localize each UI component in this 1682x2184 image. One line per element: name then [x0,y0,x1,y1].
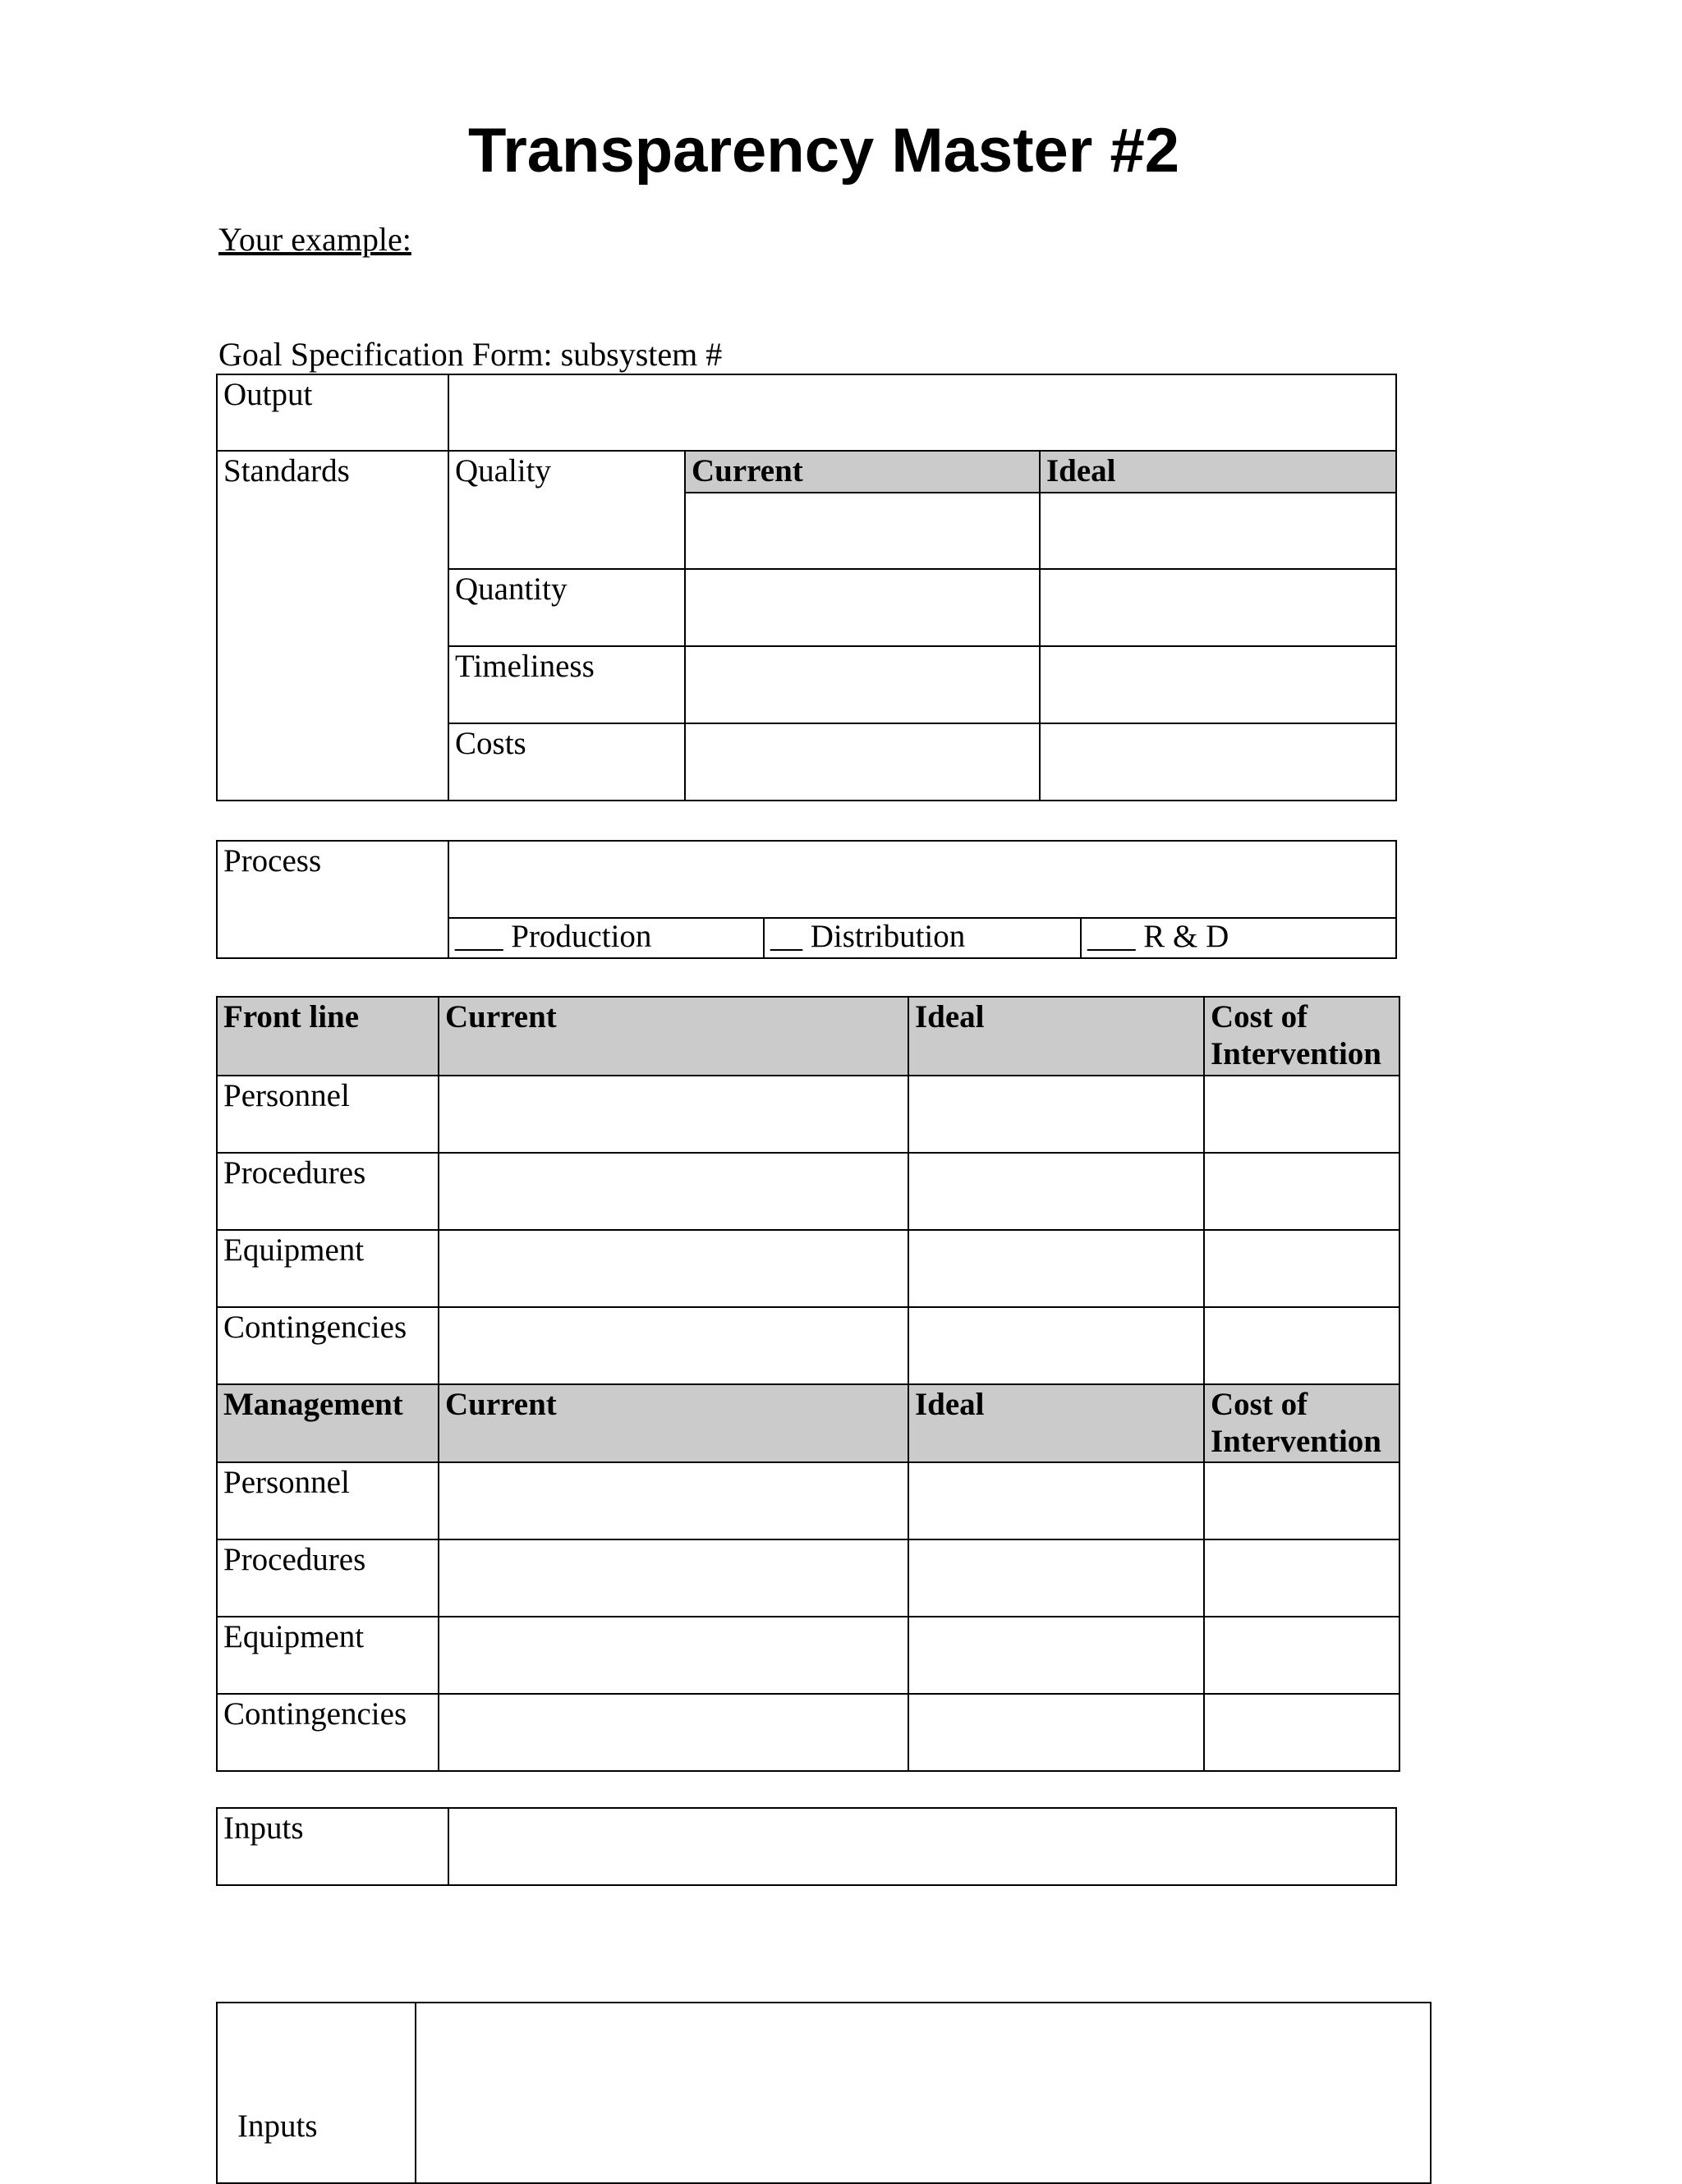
standards-row-label: Quality [448,451,685,569]
output-field[interactable] [448,374,1396,451]
front-line-equipment-current[interactable] [439,1230,908,1307]
process-option-distribution[interactable]: __ Distribution [764,918,1081,958]
process-option-production[interactable]: ___ Production [448,918,764,958]
management-row-label: Equipment [217,1617,439,1694]
inputs-field-2[interactable] [416,2003,1431,2183]
output-standards-table [216,374,1397,801]
management-procedures-cost[interactable] [1204,1539,1399,1617]
quality-ideal-field[interactable] [1040,493,1396,569]
management-header: Management [217,1384,439,1463]
process-table [216,840,1397,959]
management-ideal-header: Ideal [908,1384,1204,1463]
inputs-table-2 [216,2002,1432,2184]
standards-ideal-header: Ideal [1040,451,1396,493]
process-option-rnd[interactable]: ___ R & D [1081,918,1396,958]
front-line-procedures-ideal[interactable] [908,1153,1204,1230]
management-procedures-ideal[interactable] [908,1539,1204,1617]
front-line-equipment-ideal[interactable] [908,1230,1204,1307]
management-personnel-cost[interactable] [1204,1462,1399,1539]
management-contingencies-cost[interactable] [1204,1694,1399,1771]
management-equipment-ideal[interactable] [908,1617,1204,1694]
management-personnel-ideal[interactable] [908,1462,1204,1539]
management-cost-header: Cost of Intervention [1204,1384,1399,1463]
quantity-current-field[interactable] [685,569,1040,646]
page-title: Transparency Master #2 [467,116,1180,186]
front-line-contingencies-cost[interactable] [1204,1307,1399,1384]
standards-label: Standards [217,451,448,801]
front-line-contingencies-ideal[interactable] [908,1307,1204,1384]
front-line-header: Front line [217,997,439,1076]
output-label: Output [217,374,448,451]
management-personnel-current[interactable] [439,1462,908,1539]
front-line-cost-header: Cost of Intervention [1204,997,1399,1076]
front-line-procedures-current[interactable] [439,1153,908,1230]
intervention-table [216,996,1400,1772]
front-line-current-header: Current [439,997,908,1076]
inputs-field[interactable] [448,1808,1396,1885]
costs-ideal-field[interactable] [1040,723,1396,801]
front-line-contingencies-current[interactable] [439,1307,908,1384]
management-row-label: Contingencies [217,1694,439,1771]
front-line-row-label: Contingencies [217,1307,439,1384]
standards-row-label: Costs [448,723,685,801]
front-line-row-label: Procedures [217,1153,439,1230]
inputs-label: Inputs [217,1808,448,1885]
management-row-label: Procedures [217,1539,439,1617]
front-line-personnel-cost[interactable] [1204,1076,1399,1153]
management-contingencies-current[interactable] [439,1694,908,1771]
costs-current-field[interactable] [685,723,1040,801]
front-line-ideal-header: Ideal [908,997,1204,1076]
management-equipment-cost[interactable] [1204,1617,1399,1694]
front-line-row-label: Personnel [217,1076,439,1153]
timeliness-current-field[interactable] [685,646,1040,723]
inputs-label-2: Inputs [217,2003,416,2183]
inputs-table [216,1807,1397,1886]
front-line-personnel-ideal[interactable] [908,1076,1204,1153]
form-label: Goal Specification Form: subsystem # [218,336,723,373]
standards-row-label: Quantity [448,569,685,646]
management-procedures-current[interactable] [439,1539,908,1617]
standards-row-label: Timeliness [448,646,685,723]
management-equipment-current[interactable] [439,1617,908,1694]
quantity-ideal-field[interactable] [1040,569,1396,646]
form-subsystem-line [218,335,722,374]
front-line-row-label: Equipment [217,1230,439,1307]
front-line-procedures-cost[interactable] [1204,1153,1399,1230]
management-row-label: Personnel [217,1462,439,1539]
process-label: Process [217,841,448,958]
your-example-label: Your example: [218,221,411,258]
process-field[interactable] [448,841,1396,918]
management-contingencies-ideal[interactable] [908,1694,1204,1771]
front-line-equipment-cost[interactable] [1204,1230,1399,1307]
quality-current-field[interactable] [685,493,1040,569]
standards-current-header: Current [685,451,1040,493]
front-line-personnel-current[interactable] [439,1076,908,1153]
management-current-header: Current [439,1384,908,1463]
timeliness-ideal-field[interactable] [1040,646,1396,723]
